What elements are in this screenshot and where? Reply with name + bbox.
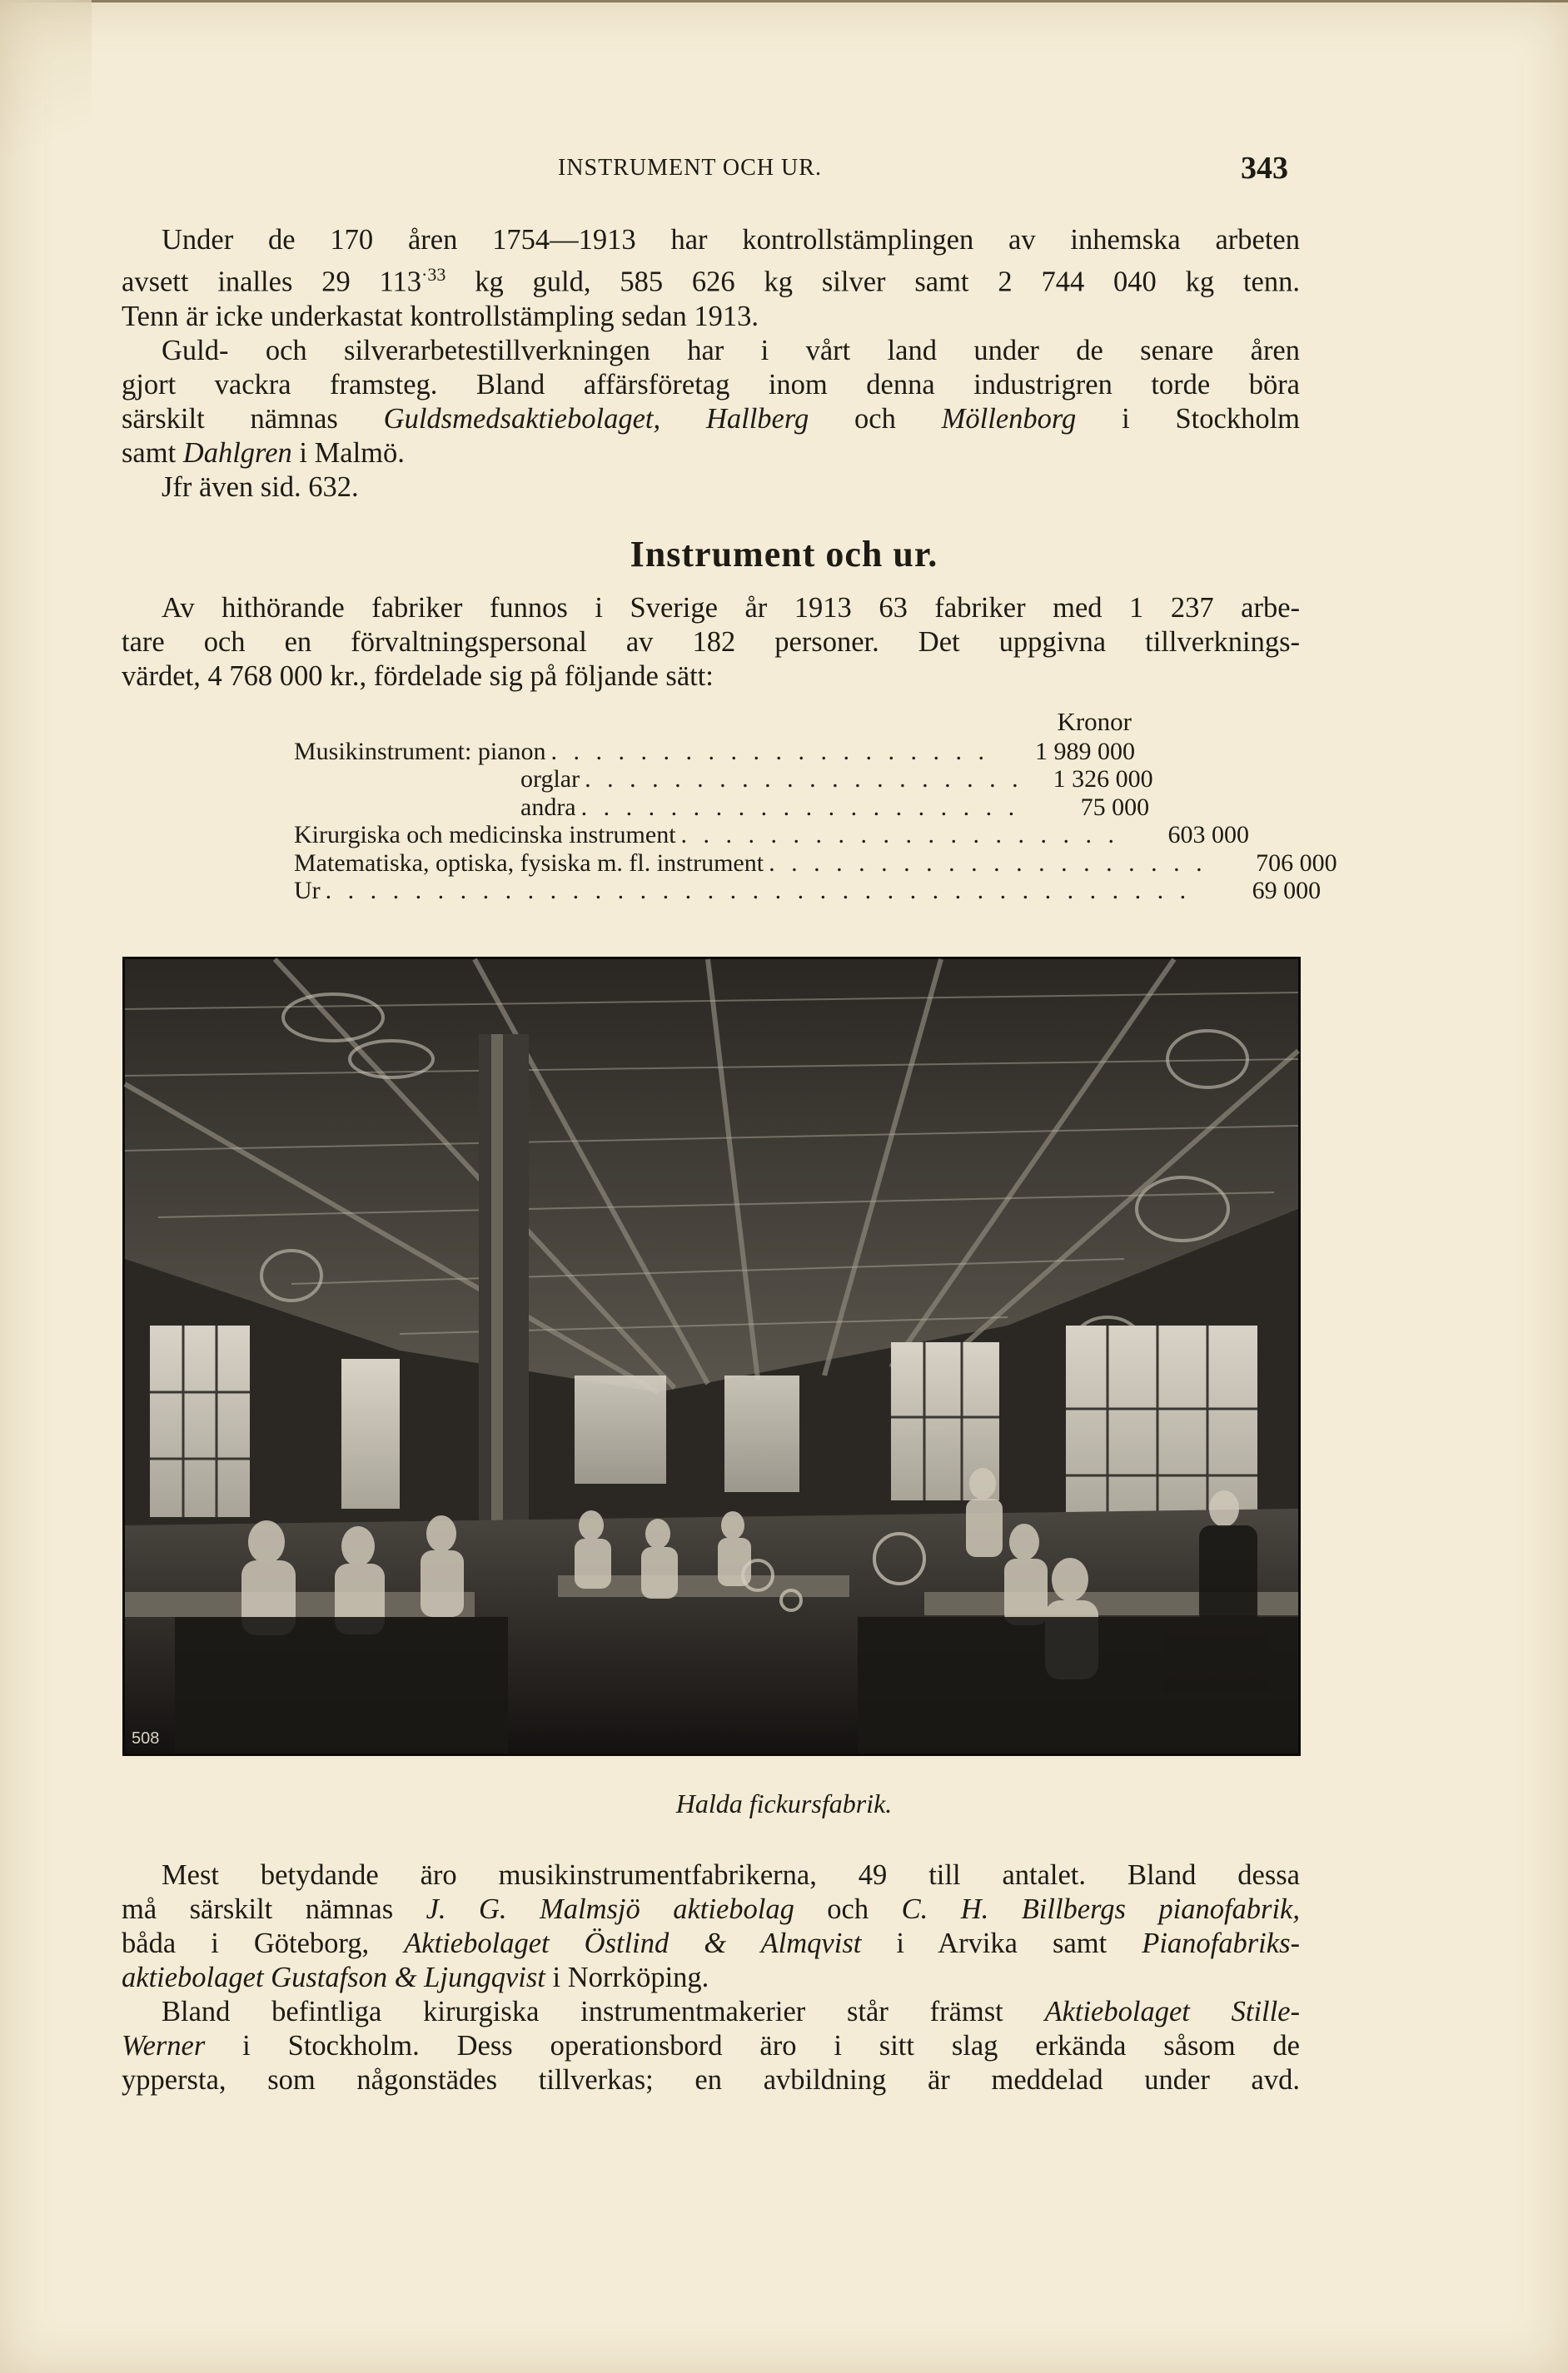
table-row [294, 848, 1337, 878]
row-value: 706 000 [1256, 848, 1337, 877]
table-row [294, 793, 1150, 822]
table-row [294, 877, 1322, 905]
text-line: Under de 170 åren 1754—1913 har kontrollstämplingen av inhemska arbeten [162, 224, 1300, 256]
leader-dots: . . . . . . . . . . . . . . . . . . . . [769, 848, 1207, 877]
figure-caption: Halda fickursfabrik. [675, 1788, 893, 1818]
text-line: gjort vackra framsteg. Bland affärsföretag inom denna industrigren torde böra [122, 368, 1300, 400]
text-line: samt Dahlgren i Malmö. [122, 436, 405, 469]
text-line: båda i Göteborg, Aktiebolaget Östlind & Almqvist i Arvika samt Pianofabriks- [122, 1928, 1300, 1959]
text-line: aktiebolaget Gustafson & Ljungqvist i Norrköping. [122, 1962, 709, 1993]
table-row [294, 765, 1153, 793]
intro-paragraphs [122, 223, 1300, 505]
production-value-table [294, 707, 1337, 905]
row-label: andra [520, 793, 576, 821]
row-value: 1 326 000 [1053, 765, 1153, 793]
section-heading: Instrument och ur. [630, 534, 938, 575]
row-label: Musikinstrument: pianon [294, 737, 546, 765]
text-line: Guld- och silverarbetestillverkningen har i vårt land under de senare åren [162, 334, 1300, 366]
text-line: tare och en förvaltningspersonal av 182 personer. Det uppgivna tillverknings- [122, 626, 1300, 658]
row-value: 1 989 000 [1035, 737, 1135, 765]
table-row [294, 738, 1135, 766]
table-row [294, 821, 1250, 849]
column-header-kronor: Kronor [1057, 707, 1132, 736]
text-line: värdet, 4 768 000 kr., fördelade sig på följande sätt: [122, 660, 714, 692]
leader-dots: . . . . . . . . . . . . . . . . . . . . [585, 765, 1023, 793]
leader-dots: . . . . . . . . . . . . . . . . . . . . . . . . . . . . . . . . . . . . . . . [325, 877, 1192, 904]
text-line: Mest betydande äro musikinstrumentfabrikerna, 49 till antalet. Bland dessa [162, 1859, 1300, 1891]
row-label: orglar [520, 765, 580, 793]
text-line: Av hithörande fabriker funnos i Sverige år 1913 63 fabriker med 1 237 arbe- [162, 592, 1300, 624]
row-label: Ur [294, 877, 321, 904]
row-label: Kirurgiska och medicinska instrument [294, 821, 676, 848]
text-line: särskilt nämnas Guldsmedsaktiebolaget, Hallberg och Möllenborg i Stockholm [122, 402, 1300, 435]
text-line: Bland befintliga kirurgiska instrumentmakerier står främst Aktiebolaget Stille- [162, 1996, 1300, 2027]
leader-dots: . . . . . . . . . . . . . . . . . . . . [550, 737, 989, 765]
text-line: Tenn är icke underkastat kontrollstämpling sedan 1913. [122, 300, 759, 332]
plate-number: 508 [132, 1729, 160, 1748]
text-line: avsett inalles 29 $113^{\cdot 33}$ kg guld, 585 626 kg silver samt 2 744 040 kg tenn. [122, 264, 1300, 298]
page-corner-fold [0, 0, 92, 200]
row-value: 75 000 [1080, 793, 1150, 821]
page-number: 343 [1241, 151, 1288, 186]
text-line: Jfr även sid. 632. [162, 470, 359, 503]
running-head: INSTRUMENT OCH UR. [558, 155, 822, 181]
leader-dots: . . . . . . . . . . . . . . . . . . . . [680, 821, 1120, 848]
leader-dots: . . . . . . . . . . . . . . . . . . . . [580, 793, 1020, 821]
row-value: 603 000 [1167, 821, 1250, 848]
page-top-edge [0, 0, 1568, 2]
closing-paragraphs [122, 1858, 1300, 2097]
factory-interior-image [125, 959, 1298, 1754]
section-paragraph [122, 591, 1300, 694]
row-label: Matematiska, optiska, fysiska m. fl. instrument [294, 848, 764, 877]
text-line: må särskilt nämnas J. G. Malmsjö aktiebolag och C. H. Billbergs pianofabrik, [122, 1893, 1300, 1925]
text-line: yppersta, som någonstädes tillverkas; en avbildning är meddelad under avd. [122, 2064, 1300, 2096]
factory-photograph [122, 957, 1301, 1756]
text-line: Werner i Stockholm. Dess operationsbord äro i sitt slag erkända såsom de [122, 2030, 1300, 2062]
row-value: 69 000 [1252, 877, 1322, 904]
